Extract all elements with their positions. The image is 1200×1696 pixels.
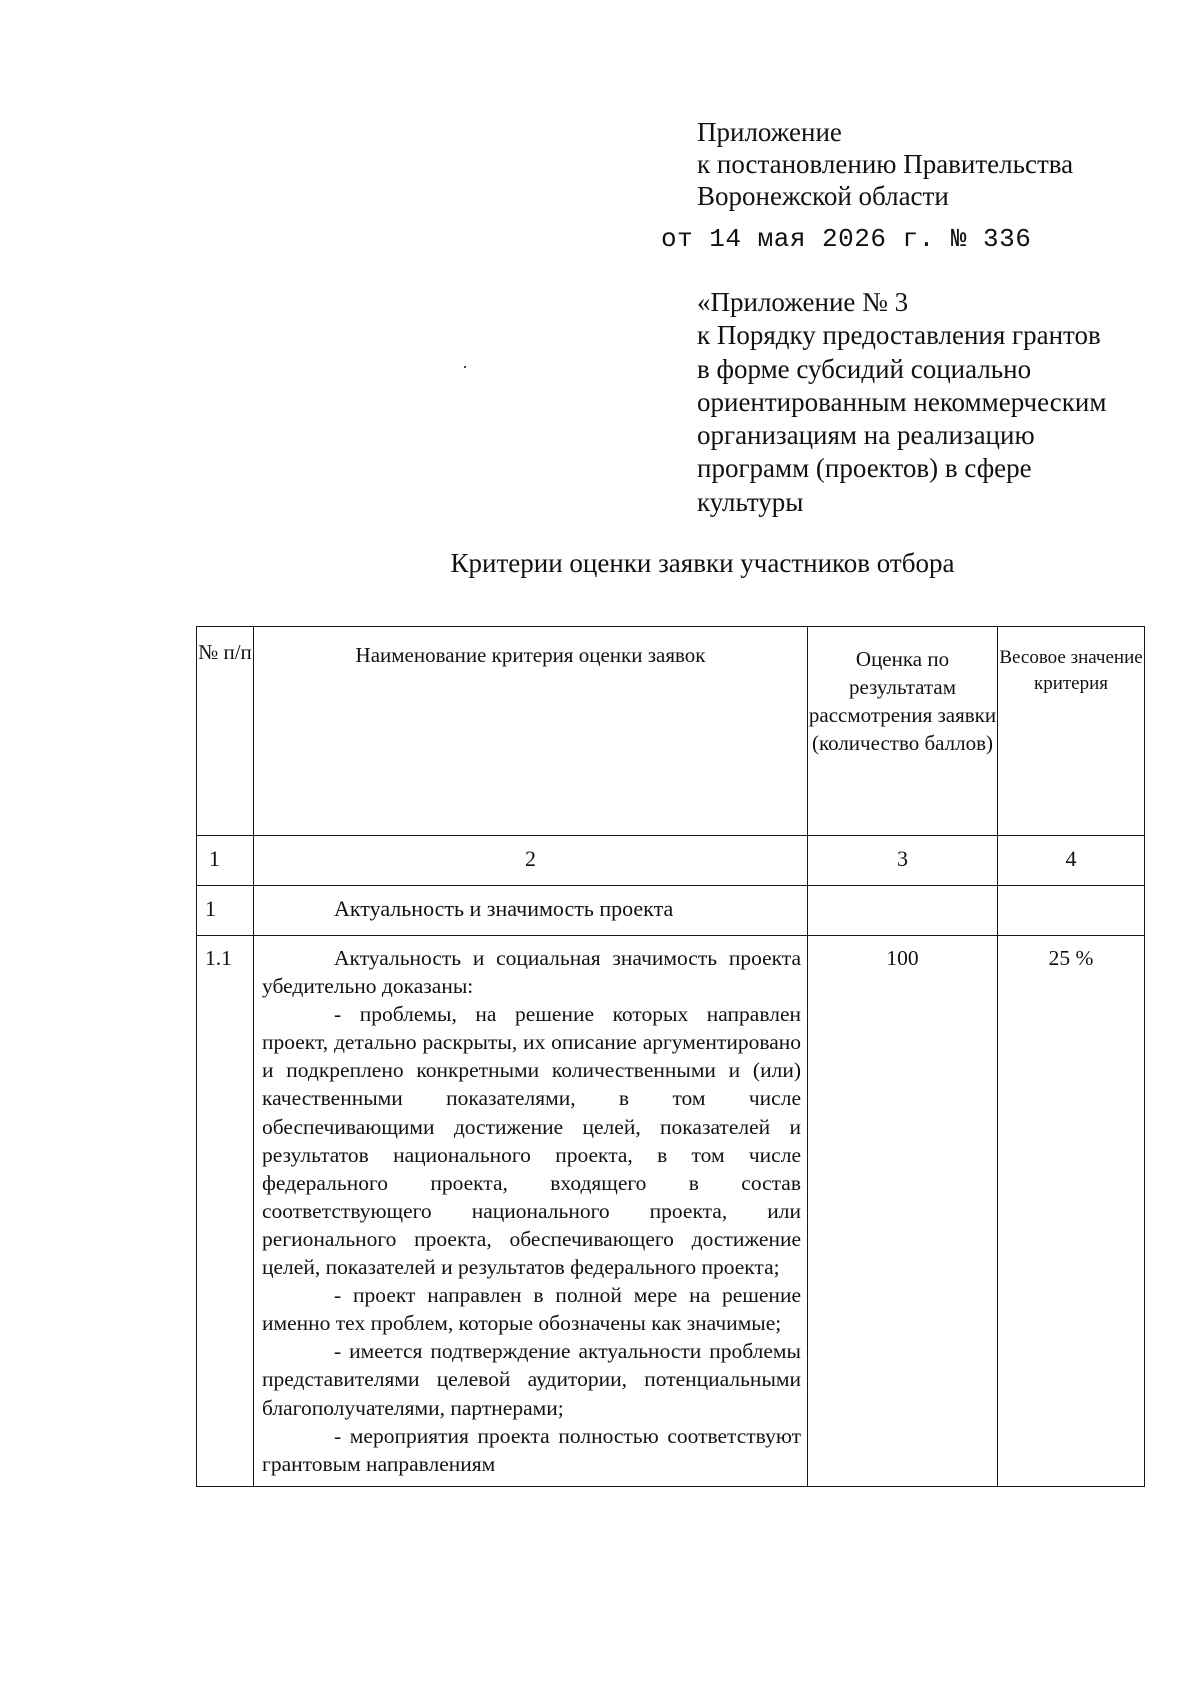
appendix-line: к постановлению Правительства	[697, 149, 1074, 179]
criterion-weight: 25 %	[998, 936, 1145, 1487]
appendix-line: Воронежской области	[697, 181, 949, 211]
criterion-paragraph: Актуальность и социальная значимость проекта убедительно доказаны:	[262, 946, 801, 999]
column-index: 1	[197, 836, 254, 886]
appendix3-line: «Приложение № 3	[697, 287, 909, 317]
criterion-paragraph: - проект направлен в полной мере на решение именно тех проблем, которые обозначены как значимые;	[262, 1283, 801, 1336]
section-weight	[998, 886, 1145, 936]
table-header-row	[197, 627, 1145, 836]
appendix3-line: программ (проектов) в сфере	[697, 453, 1032, 484]
criterion-paragraph: - проблемы, на решение которых направлен проект, детально раскрыты, их описание аргументировано и подкреплено конкретными количественными и (или) качественными показателями, в том числе обеспечивающими достижение целей, показателей и результатов национального проекта, в том числе федерального проекта, входящего в состав соответствующего национального проекта, или регионального проекта, обеспечивающего достижение целей, показателей и результатов федерального проекта;	[262, 1002, 801, 1280]
criterion-paragraph: - мероприятия проекта полностью соответствуют грантовым направлениям	[262, 1423, 801, 1476]
appendix3-reference	[697, 286, 1106, 519]
header-weight: Весовое значение критерия	[998, 627, 1145, 836]
criterion-score: 100	[808, 936, 998, 1487]
appendix3-line: к Порядку предоставления грантов	[697, 320, 1101, 351]
column-index: 4	[998, 836, 1145, 886]
appendix-reference	[697, 116, 1073, 212]
table-row	[197, 936, 1145, 1487]
appendix3-line: в форме субсидий социально	[697, 353, 1032, 384]
criterion-description	[254, 936, 808, 1487]
section-score	[808, 886, 998, 936]
document-title: Критерии оценки заявки участников отбора	[450, 548, 955, 578]
criteria-table	[196, 626, 1145, 1487]
appendix-line: Приложение	[697, 117, 842, 147]
section-name: Актуальность и значимость проекта	[254, 886, 808, 936]
section-row	[197, 886, 1145, 936]
appendix3-line: культуры	[697, 486, 804, 517]
criterion-paragraph: - имеется подтверждение актуальности проблемы представителями целевой аудитории, потенциальными благополучателями, партнерами;	[262, 1339, 801, 1420]
column-index-row	[197, 836, 1145, 886]
appendix3-line: организациям на реализацию	[697, 420, 1035, 451]
header-name: Наименование критерия оценки заявок	[254, 627, 808, 836]
title-container	[0, 548, 1200, 579]
appendix3-line: ориентированным некоммерческим	[697, 386, 1107, 417]
header-score: Оценка по результатам рассмотрения заявки (количество баллов)	[808, 627, 998, 836]
scan-speck	[464, 366, 466, 368]
column-index: 3	[808, 836, 998, 886]
header-num: № п/п	[197, 627, 254, 836]
decree-date: от 14 мая 2026 г. № 336	[661, 224, 1032, 254]
section-num: 1	[197, 886, 254, 936]
column-index: 2	[254, 836, 808, 886]
criterion-num: 1.1	[197, 936, 254, 1487]
